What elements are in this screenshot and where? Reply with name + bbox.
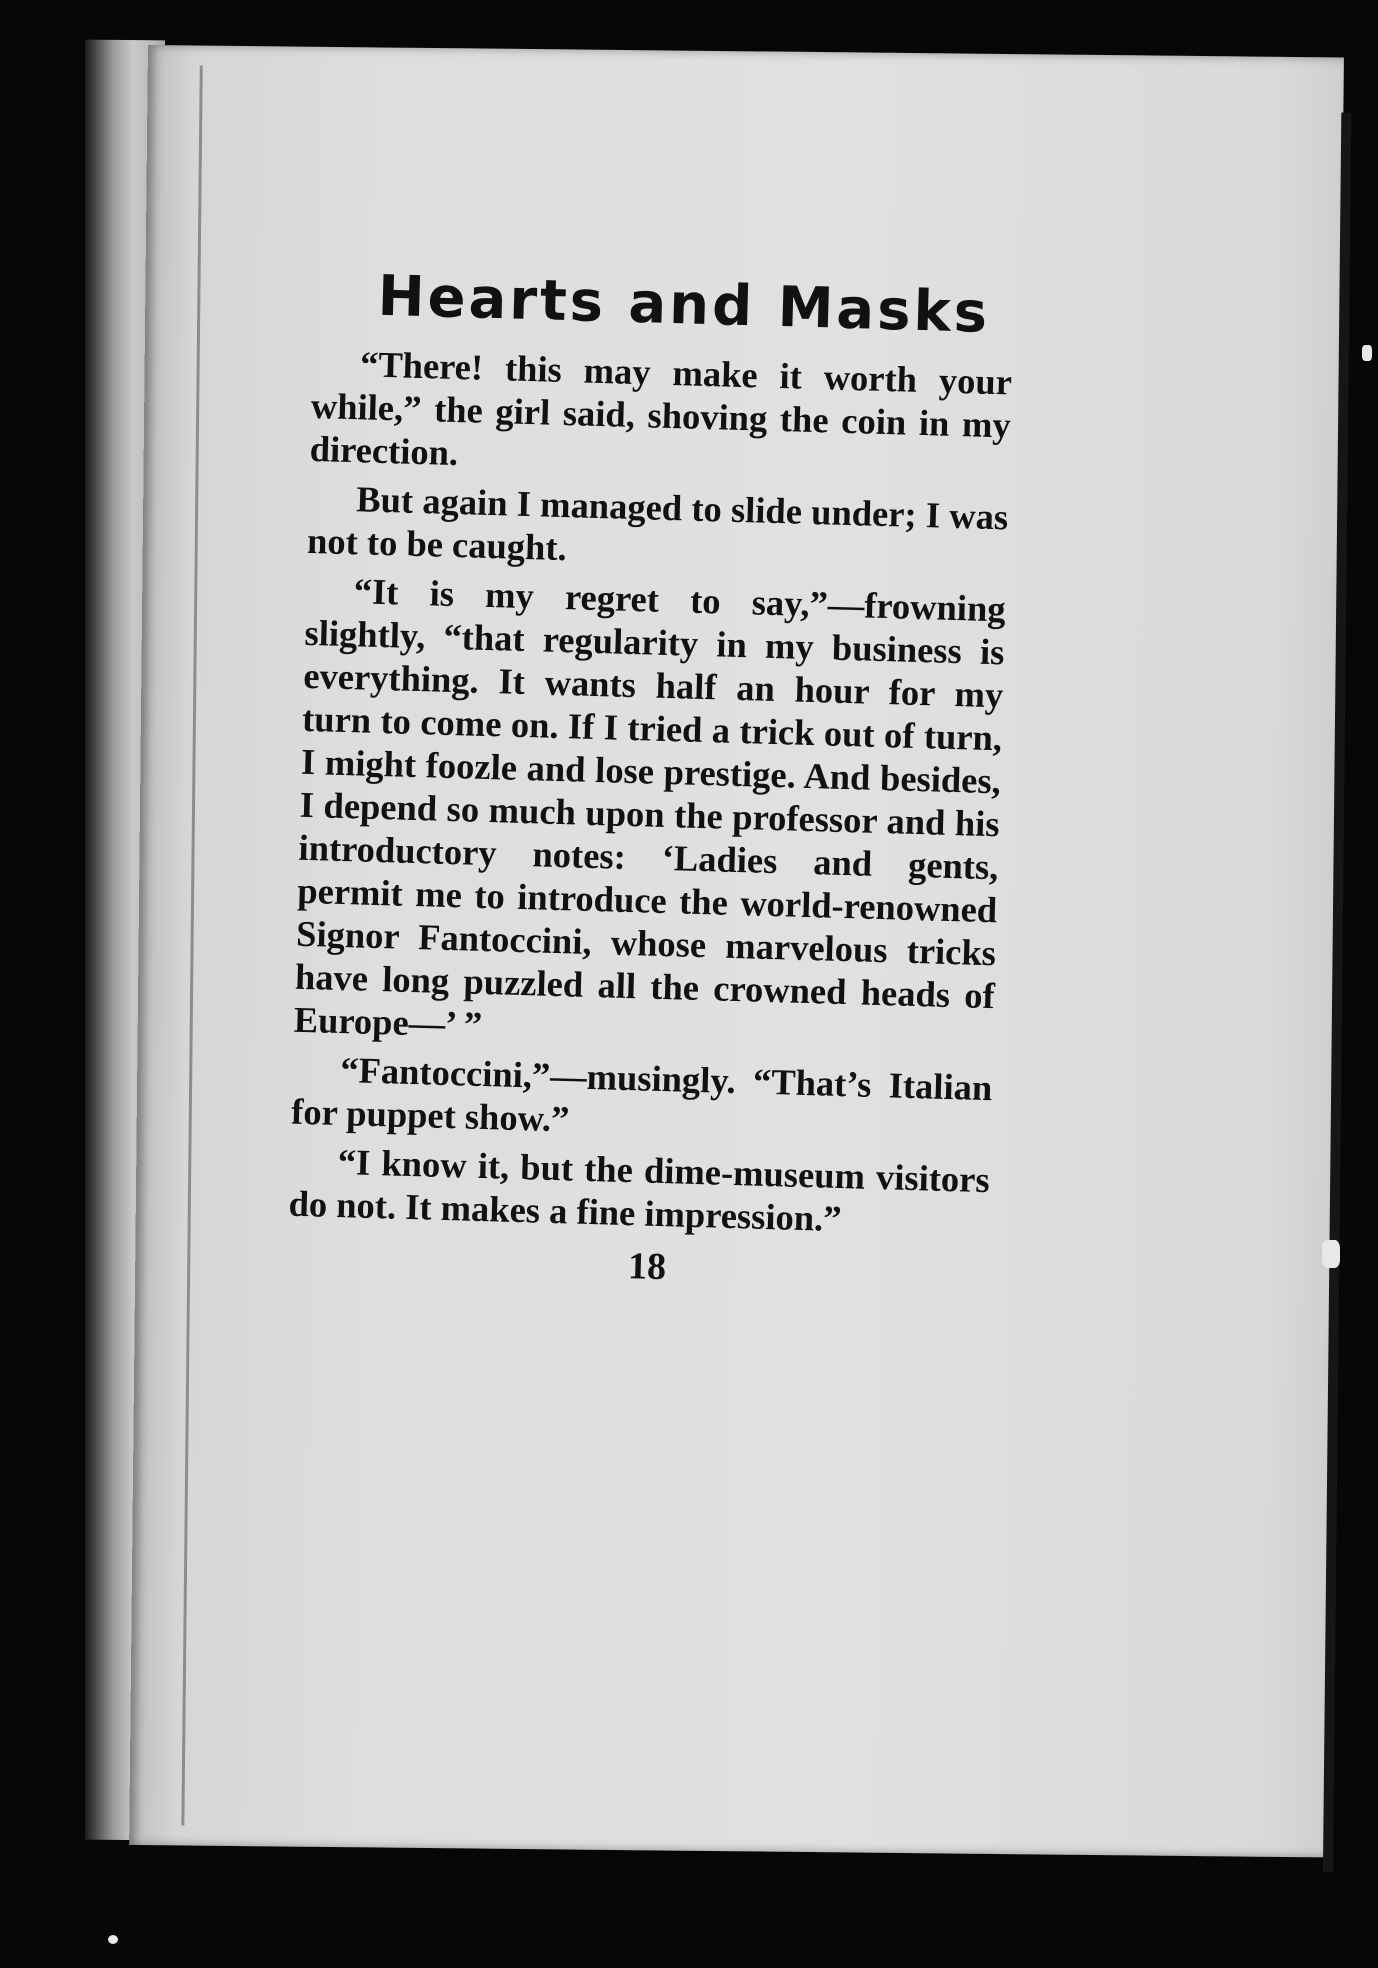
running-head: Hearts and Masks — [376, 263, 991, 346]
page-text-block — [287, 262, 1015, 1298]
page-gutter-line — [181, 66, 202, 1826]
paragraph-5: “I know it, but the dime-museum visitors do not. It makes a fine impression.” — [288, 1140, 991, 1240]
scan-speck — [1322, 1240, 1340, 1268]
paragraph-4: “Fantoccini,”—musingly. “That’s Italian for puppet show.” — [290, 1049, 993, 1140]
paragraph-3: “It is my regret to say,”—frowning slightly, “that regularity in my business is everything. It wants half an hour for my turn to come on. If I tried a trick out of turn, I might foozle and lose prestige. And besides, I depend so much upon the professor and his introductory notes: ‘Ladies and gents, permit me to introduce the world-renowned Signor Fantoccini, whose marvelous tricks have long puzzled all the crowned heads of Europe—’ ” — [293, 570, 1007, 1045]
paragraph-2: But again I managed to slide under; I was not to be caught. — [306, 478, 1009, 569]
scan-speck — [108, 1935, 118, 1944]
scan-speck — [1362, 345, 1372, 361]
page-number: 18 — [627, 1245, 667, 1289]
paragraph-1: “There! this may make it worth your while,” the girl said, shoving the coin in my direction. — [309, 343, 1013, 474]
